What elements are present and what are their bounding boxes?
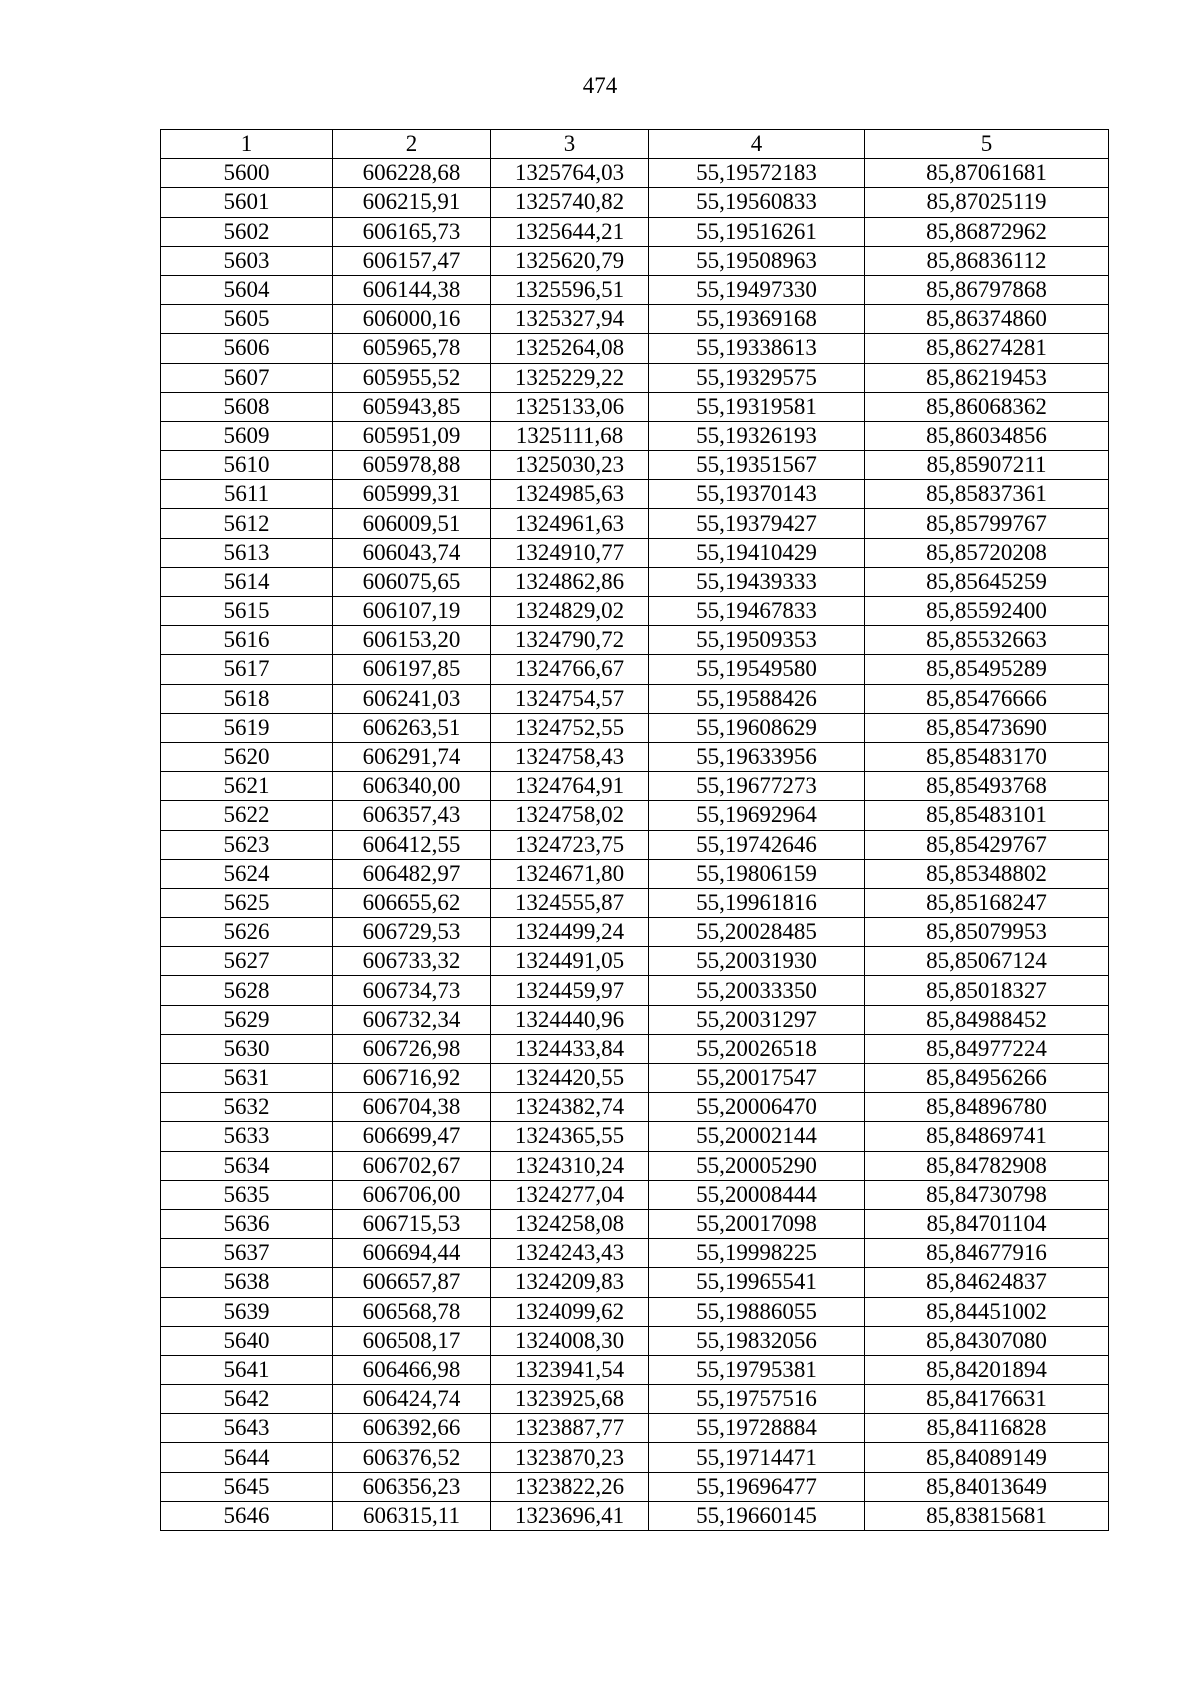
table-cell: 606291,74: [333, 742, 491, 771]
table-cell: 5639: [161, 1297, 333, 1326]
table-cell: 55,19728884: [649, 1414, 865, 1443]
table-cell: 85,84701104: [865, 1209, 1109, 1238]
table-row: [161, 713, 1109, 742]
table-row: [161, 1414, 1109, 1443]
table-cell: 85,84977224: [865, 1034, 1109, 1063]
table-cell: 85,83815681: [865, 1501, 1109, 1530]
table-row: [161, 976, 1109, 1005]
table-cell: 606716,92: [333, 1064, 491, 1093]
table-row: [161, 1326, 1109, 1355]
table-row: [161, 480, 1109, 509]
table-cell: 55,19509353: [649, 626, 865, 655]
table-cell: 85,85907211: [865, 451, 1109, 480]
table-cell: 85,84988452: [865, 1005, 1109, 1034]
table-cell: 55,19572183: [649, 159, 865, 188]
table-cell: 606043,74: [333, 538, 491, 567]
table-cell: 1324758,43: [491, 742, 649, 771]
table-cell: 1325229,22: [491, 363, 649, 392]
table-cell: 85,84896780: [865, 1093, 1109, 1122]
table-cell: 606729,53: [333, 918, 491, 947]
table-cell: 55,20031297: [649, 1005, 865, 1034]
table-cell: 606655,62: [333, 888, 491, 917]
table-cell: 5623: [161, 830, 333, 859]
table-cell: 55,20005290: [649, 1151, 865, 1180]
table-cell: 605999,31: [333, 480, 491, 509]
table-cell: 1325740,82: [491, 188, 649, 217]
table-cell: 606715,53: [333, 1209, 491, 1238]
table-row: [161, 626, 1109, 655]
table-cell: 1324433,84: [491, 1034, 649, 1063]
table-row: [161, 1034, 1109, 1063]
table-cell: 5600: [161, 159, 333, 188]
table-cell: 1325111,68: [491, 421, 649, 450]
table-cell: 85,86068362: [865, 392, 1109, 421]
table-cell: 55,19497330: [649, 275, 865, 304]
table-cell: 55,19549580: [649, 655, 865, 684]
table-cell: 1324910,77: [491, 538, 649, 567]
table-cell: 55,19742646: [649, 830, 865, 859]
table-cell: 5630: [161, 1034, 333, 1063]
table-row: [161, 509, 1109, 538]
table-cell: 1325030,23: [491, 451, 649, 480]
table-cell: 606165,73: [333, 217, 491, 246]
table-cell: 606263,51: [333, 713, 491, 742]
table-cell: 55,19338613: [649, 334, 865, 363]
table-cell: 5611: [161, 480, 333, 509]
table-cell: 1324985,63: [491, 480, 649, 509]
table-cell: 5613: [161, 538, 333, 567]
table-cell: 85,86872962: [865, 217, 1109, 246]
table-cell: 85,84013649: [865, 1472, 1109, 1501]
table-row: [161, 1239, 1109, 1268]
table-cell: 606568,78: [333, 1297, 491, 1326]
column-header: 1: [161, 130, 333, 159]
table-row: [161, 567, 1109, 596]
table-cell: 1325596,51: [491, 275, 649, 304]
table-cell: 5642: [161, 1385, 333, 1414]
table-cell: 85,84307080: [865, 1326, 1109, 1355]
table-cell: 1324243,43: [491, 1239, 649, 1268]
table-cell: 85,84782908: [865, 1151, 1109, 1180]
table-cell: 606424,74: [333, 1385, 491, 1414]
table-cell: 5627: [161, 947, 333, 976]
table-cell: 606215,91: [333, 188, 491, 217]
table-cell: 5616: [161, 626, 333, 655]
table-cell: 85,87025119: [865, 188, 1109, 217]
table-cell: 55,19410429: [649, 538, 865, 567]
table-cell: 55,20006470: [649, 1093, 865, 1122]
table-cell: 1323822,26: [491, 1472, 649, 1501]
table-header: [161, 130, 1109, 159]
table-cell: 606197,85: [333, 655, 491, 684]
table-cell: 5615: [161, 597, 333, 626]
table-cell: 606157,47: [333, 246, 491, 275]
table-cell: 5646: [161, 1501, 333, 1530]
table-cell: 1324491,05: [491, 947, 649, 976]
table-cell: 606392,66: [333, 1414, 491, 1443]
table-cell: 55,19588426: [649, 684, 865, 713]
header-row: [161, 130, 1109, 159]
table-cell: 1324723,75: [491, 830, 649, 859]
table-cell: 55,19961816: [649, 888, 865, 917]
table-cell: 55,19806159: [649, 859, 865, 888]
table-cell: 606482,97: [333, 859, 491, 888]
table-cell: 5610: [161, 451, 333, 480]
table-cell: 55,19369168: [649, 305, 865, 334]
table-cell: 1323870,23: [491, 1443, 649, 1472]
table-cell: 5637: [161, 1239, 333, 1268]
table-cell: 85,85476666: [865, 684, 1109, 713]
table-cell: 85,85483101: [865, 801, 1109, 830]
table-row: [161, 772, 1109, 801]
table-cell: 1325620,79: [491, 246, 649, 275]
table-cell: 5602: [161, 217, 333, 246]
table-cell: 5605: [161, 305, 333, 334]
table-cell: 85,84176631: [865, 1385, 1109, 1414]
table-cell: 1324440,96: [491, 1005, 649, 1034]
column-header: 2: [333, 130, 491, 159]
table-cell: 55,19633956: [649, 742, 865, 771]
table-cell: 606009,51: [333, 509, 491, 538]
table-cell: 85,86274281: [865, 334, 1109, 363]
table-row: [161, 1093, 1109, 1122]
table-cell: 606706,00: [333, 1180, 491, 1209]
table-cell: 606466,98: [333, 1355, 491, 1384]
column-header: 5: [865, 130, 1109, 159]
table-cell: 1324758,02: [491, 801, 649, 830]
table-cell: 1324310,24: [491, 1151, 649, 1180]
table-cell: 1324209,83: [491, 1268, 649, 1297]
table-cell: 85,84730798: [865, 1180, 1109, 1209]
table-cell: 5601: [161, 188, 333, 217]
table-cell: 5638: [161, 1268, 333, 1297]
table-cell: 606153,20: [333, 626, 491, 655]
table-cell: 5604: [161, 275, 333, 304]
table-cell: 85,85495289: [865, 655, 1109, 684]
column-header: 3: [491, 130, 649, 159]
table-cell: 1324862,86: [491, 567, 649, 596]
table-cell: 1324099,62: [491, 1297, 649, 1326]
table-cell: 606075,65: [333, 567, 491, 596]
table-cell: 1325264,08: [491, 334, 649, 363]
table-cell: 5628: [161, 976, 333, 1005]
table-cell: 85,85348802: [865, 859, 1109, 888]
table-cell: 606144,38: [333, 275, 491, 304]
table-cell: 5621: [161, 772, 333, 801]
table-cell: 85,85168247: [865, 888, 1109, 917]
table-cell: 55,19965541: [649, 1268, 865, 1297]
table-cell: 1323696,41: [491, 1501, 649, 1530]
table-cell: 606702,67: [333, 1151, 491, 1180]
table-cell: 85,84956266: [865, 1064, 1109, 1093]
table-row: [161, 1297, 1109, 1326]
table-cell: 85,86374860: [865, 305, 1109, 334]
table-cell: 1324829,02: [491, 597, 649, 626]
table-cell: 606733,32: [333, 947, 491, 976]
table-cell: 85,85429767: [865, 830, 1109, 859]
table-cell: 55,19608629: [649, 713, 865, 742]
table-row: [161, 947, 1109, 976]
table-cell: 55,20017547: [649, 1064, 865, 1093]
table-cell: 55,19319581: [649, 392, 865, 421]
table-cell: 55,19329575: [649, 363, 865, 392]
table-row: [161, 742, 1109, 771]
table-cell: 5603: [161, 246, 333, 275]
table-cell: 55,19660145: [649, 1501, 865, 1530]
table-cell: 55,20002144: [649, 1122, 865, 1151]
table-row: [161, 1005, 1109, 1034]
table-cell: 5643: [161, 1414, 333, 1443]
table-cell: 85,84116828: [865, 1414, 1109, 1443]
table-cell: 1324459,97: [491, 976, 649, 1005]
table-row: [161, 1122, 1109, 1151]
table-row: [161, 859, 1109, 888]
table-cell: 5640: [161, 1326, 333, 1355]
table-cell: 55,19439333: [649, 567, 865, 596]
table-cell: 55,19370143: [649, 480, 865, 509]
table-cell: 606315,11: [333, 1501, 491, 1530]
table-cell: 606732,34: [333, 1005, 491, 1034]
table-cell: 85,85067124: [865, 947, 1109, 976]
table-cell: 55,19516261: [649, 217, 865, 246]
table-row: [161, 1355, 1109, 1384]
table-row: [161, 188, 1109, 217]
table-cell: 5622: [161, 801, 333, 830]
table-cell: 85,86219453: [865, 363, 1109, 392]
table-cell: 5607: [161, 363, 333, 392]
table-cell: 606699,47: [333, 1122, 491, 1151]
table-cell: 1324420,55: [491, 1064, 649, 1093]
table-cell: 606107,19: [333, 597, 491, 626]
table-cell: 5619: [161, 713, 333, 742]
table-body: [161, 159, 1109, 1531]
table-cell: 5636: [161, 1209, 333, 1238]
table-cell: 605943,85: [333, 392, 491, 421]
table-row: [161, 334, 1109, 363]
table-cell: 5632: [161, 1093, 333, 1122]
table-cell: 85,85473690: [865, 713, 1109, 742]
table-cell: 85,86034856: [865, 421, 1109, 450]
table-cell: 1324752,55: [491, 713, 649, 742]
table-cell: 606228,68: [333, 159, 491, 188]
table-cell: 55,19508963: [649, 246, 865, 275]
table-cell: 1325644,21: [491, 217, 649, 246]
table-cell: 5634: [161, 1151, 333, 1180]
table-cell: 606000,16: [333, 305, 491, 334]
page-number: 474: [582, 73, 618, 98]
table-cell: 55,20008444: [649, 1180, 865, 1209]
table-cell: 5612: [161, 509, 333, 538]
table-row: [161, 1443, 1109, 1472]
table-cell: 1323925,68: [491, 1385, 649, 1414]
table-row: [161, 305, 1109, 334]
table-cell: 55,19560833: [649, 188, 865, 217]
table-cell: 5625: [161, 888, 333, 917]
coordinates-table: [160, 129, 1109, 1531]
table-cell: 85,86836112: [865, 246, 1109, 275]
table-cell: 1324766,67: [491, 655, 649, 684]
table-cell: 1325764,03: [491, 159, 649, 188]
table-cell: 85,84869741: [865, 1122, 1109, 1151]
table-cell: 85,84677916: [865, 1239, 1109, 1268]
table-cell: 606340,00: [333, 772, 491, 801]
table-row: [161, 1064, 1109, 1093]
table-row: [161, 1151, 1109, 1180]
table-cell: 1324671,80: [491, 859, 649, 888]
table-cell: 5614: [161, 567, 333, 596]
table-cell: 55,19467833: [649, 597, 865, 626]
table-cell: 85,85018327: [865, 976, 1109, 1005]
table-cell: 55,20028485: [649, 918, 865, 947]
table-row: [161, 1501, 1109, 1530]
table-row: [161, 1385, 1109, 1414]
table-row: [161, 217, 1109, 246]
table-row: [161, 655, 1109, 684]
table-cell: 1324764,91: [491, 772, 649, 801]
table-cell: 55,20031930: [649, 947, 865, 976]
table-cell: 605978,88: [333, 451, 491, 480]
table-cell: 606356,23: [333, 1472, 491, 1501]
table-row: [161, 451, 1109, 480]
table-cell: 55,19696477: [649, 1472, 865, 1501]
table-cell: 606241,03: [333, 684, 491, 713]
table-row: [161, 830, 1109, 859]
table-cell: 1324499,24: [491, 918, 649, 947]
table-cell: 605955,52: [333, 363, 491, 392]
table-cell: 5633: [161, 1122, 333, 1151]
table-cell: 5617: [161, 655, 333, 684]
table-row: [161, 363, 1109, 392]
table-cell: 85,85483170: [865, 742, 1109, 771]
table-cell: 85,85493768: [865, 772, 1109, 801]
table-row: [161, 421, 1109, 450]
table-row: [161, 597, 1109, 626]
table-cell: 55,19832056: [649, 1326, 865, 1355]
table-cell: 1323887,77: [491, 1414, 649, 1443]
table-cell: 85,85645259: [865, 567, 1109, 596]
table-cell: 606357,43: [333, 801, 491, 830]
table-cell: 5635: [161, 1180, 333, 1209]
table-cell: 55,20033350: [649, 976, 865, 1005]
table-row: [161, 159, 1109, 188]
table-cell: 605965,78: [333, 334, 491, 363]
table-cell: 5609: [161, 421, 333, 450]
table-cell: 1324258,08: [491, 1209, 649, 1238]
table-cell: 55,19757516: [649, 1385, 865, 1414]
table-cell: 55,19714471: [649, 1443, 865, 1472]
table-cell: 5626: [161, 918, 333, 947]
table-row: [161, 1180, 1109, 1209]
table-cell: 55,20026518: [649, 1034, 865, 1063]
table-cell: 606508,17: [333, 1326, 491, 1355]
table-row: [161, 246, 1109, 275]
table-cell: 1324382,74: [491, 1093, 649, 1122]
table-cell: 5620: [161, 742, 333, 771]
table-cell: 85,85592400: [865, 597, 1109, 626]
table-cell: 55,19379427: [649, 509, 865, 538]
table-cell: 55,19795381: [649, 1355, 865, 1384]
table-cell: 85,84201894: [865, 1355, 1109, 1384]
table-cell: 55,20017098: [649, 1209, 865, 1238]
table-cell: 85,86797868: [865, 275, 1109, 304]
table-cell: 606376,52: [333, 1443, 491, 1472]
table-row: [161, 918, 1109, 947]
table-cell: 85,87061681: [865, 159, 1109, 188]
table-cell: 5641: [161, 1355, 333, 1384]
table-cell: 5645: [161, 1472, 333, 1501]
table-cell: 5608: [161, 392, 333, 421]
table-cell: 606734,73: [333, 976, 491, 1005]
table-cell: 5606: [161, 334, 333, 363]
table-cell: 85,84624837: [865, 1268, 1109, 1297]
table-cell: 55,19886055: [649, 1297, 865, 1326]
table-cell: 5629: [161, 1005, 333, 1034]
table-row: [161, 1268, 1109, 1297]
column-header: 4: [649, 130, 865, 159]
table-cell: 1325327,94: [491, 305, 649, 334]
table-cell: 1324754,57: [491, 684, 649, 713]
table-cell: 55,19677273: [649, 772, 865, 801]
table-cell: 606726,98: [333, 1034, 491, 1063]
table-row: [161, 392, 1109, 421]
table-cell: 85,85799767: [865, 509, 1109, 538]
table-row: [161, 538, 1109, 567]
table-cell: 1324961,63: [491, 509, 649, 538]
table-cell: 55,19351567: [649, 451, 865, 480]
table-cell: 606657,87: [333, 1268, 491, 1297]
table-cell: 85,85720208: [865, 538, 1109, 567]
table-cell: 85,85079953: [865, 918, 1109, 947]
table-cell: 1324008,30: [491, 1326, 649, 1355]
table-cell: 606704,38: [333, 1093, 491, 1122]
table-cell: 1323941,54: [491, 1355, 649, 1384]
table-row: [161, 801, 1109, 830]
table-cell: 606412,55: [333, 830, 491, 859]
table-cell: 85,84451002: [865, 1297, 1109, 1326]
table-cell: 1324790,72: [491, 626, 649, 655]
table-cell: 605951,09: [333, 421, 491, 450]
table-row: [161, 684, 1109, 713]
table-cell: 1324555,87: [491, 888, 649, 917]
table-row: [161, 1472, 1109, 1501]
table-cell: 55,19326193: [649, 421, 865, 450]
table-cell: 55,19692964: [649, 801, 865, 830]
table-cell: 5631: [161, 1064, 333, 1093]
table-cell: 55,19998225: [649, 1239, 865, 1268]
table-row: [161, 1209, 1109, 1238]
table-cell: 1324365,55: [491, 1122, 649, 1151]
table-cell: 5618: [161, 684, 333, 713]
table-cell: 5624: [161, 859, 333, 888]
table-cell: 5644: [161, 1443, 333, 1472]
table-row: [161, 888, 1109, 917]
table-cell: 1324277,04: [491, 1180, 649, 1209]
table-cell: 85,85532663: [865, 626, 1109, 655]
table-cell: 85,84089149: [865, 1443, 1109, 1472]
table-cell: 606694,44: [333, 1239, 491, 1268]
table-cell: 1325133,06: [491, 392, 649, 421]
table-cell: 85,85837361: [865, 480, 1109, 509]
table-row: [161, 275, 1109, 304]
